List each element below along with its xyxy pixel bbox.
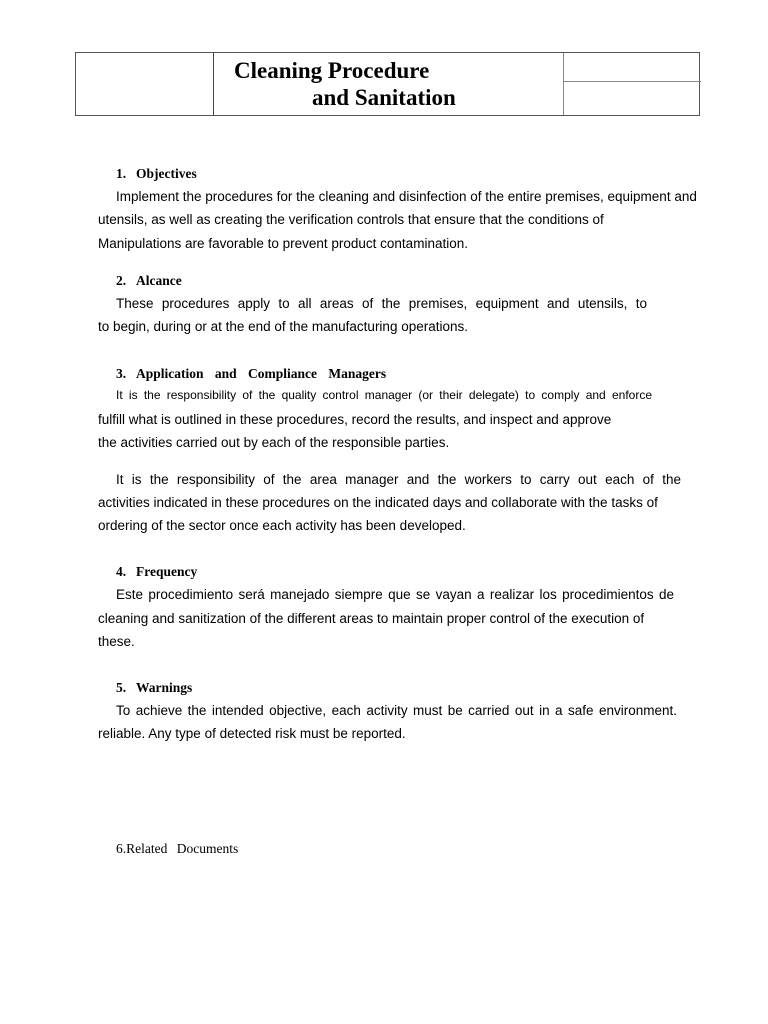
section-1-heading — [116, 166, 197, 182]
section-title: Application and Compliance Managers — [136, 366, 387, 381]
section-title: Frequency — [136, 564, 198, 579]
section-5-line-1: To achieve the intended objective, each activity must be carried out in a safe environment. — [116, 703, 677, 718]
section-4-line-3: these. — [98, 634, 135, 649]
related-documents-heading: 6.Related Documents — [116, 841, 239, 856]
section-4-heading — [116, 564, 197, 580]
section-3-line-2: fulfill what is outlined in these procedures, record the results, and inspect and approve — [98, 412, 612, 427]
section-3-heading — [116, 366, 386, 382]
section-2-line-2: to begin, during or at the end of the manufacturing operations. — [98, 319, 468, 334]
section-3-para2-line-3: ordering of the sector once each activity has been developed. — [98, 518, 466, 533]
header-info-cells — [563, 53, 701, 115]
section-5-heading — [116, 680, 192, 696]
header-info-cell-top — [564, 53, 701, 82]
section-4-line-1: Este procedimiento será manejado siempre que se vayan a realizar los procedimientos de — [116, 587, 674, 602]
section-1-line-3: Manipulations are favorable to prevent product contamination. — [98, 236, 468, 251]
section-title: Objectives — [136, 166, 197, 181]
section-number: 4. — [116, 564, 127, 579]
section-number: 5. — [116, 680, 127, 695]
section-2-heading — [116, 273, 182, 289]
section-3-para2-line-1: It is the responsibility of the area manager and the workers to carry out each of the — [116, 472, 681, 487]
section-3-para2-line-2: activities indicated in these procedures on the indicated days and collaborate with the tasks of — [98, 495, 658, 510]
section-number: 1. — [116, 166, 127, 181]
document-title-line2: and Sanitation — [312, 85, 456, 110]
document-header-table — [75, 52, 700, 116]
section-1-line-2: utensils, as well as creating the verification controls that ensure that the conditions of — [98, 212, 604, 227]
section-2-line-1: These procedures apply to all areas of the premises, equipment and utensils, to — [116, 296, 647, 311]
section-title: Warnings — [136, 680, 193, 695]
header-logo-cell — [76, 53, 214, 115]
section-title: Alcance — [136, 273, 182, 288]
section-1-line-1: Implement the procedures for the cleaning and disinfection of the entire premises, equipment and — [116, 189, 697, 204]
section-number: 3. — [116, 366, 127, 381]
section-5-line-2: reliable. Any type of detected risk must be reported. — [98, 726, 406, 741]
document-title-line1: Cleaning Procedure — [234, 58, 430, 83]
document-title — [234, 57, 564, 111]
section-3-line-1: It is the responsibility of the quality control manager (or their delegate) to comply and enforce — [116, 388, 652, 402]
section-number: 2. — [116, 273, 127, 288]
section-3-line-3: the activities carried out by each of the responsible parties. — [98, 435, 450, 450]
section-4-line-2: cleaning and sanitization of the different areas to maintain proper control of the execution of — [98, 611, 645, 626]
